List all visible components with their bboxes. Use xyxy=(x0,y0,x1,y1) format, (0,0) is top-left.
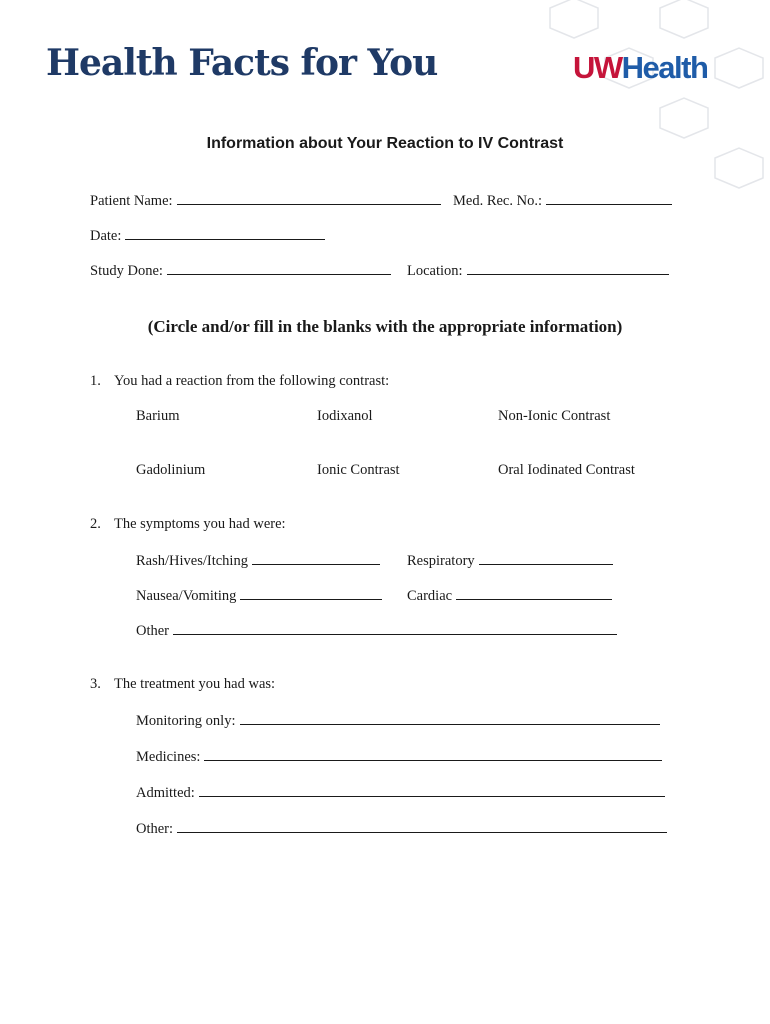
symptom-respiratory-blank[interactable] xyxy=(479,552,613,565)
question-3 xyxy=(90,676,275,693)
treatment-admitted-blank[interactable] xyxy=(199,784,665,797)
med-rec-field[interactable] xyxy=(453,192,672,210)
treatment-medicines-field[interactable] xyxy=(136,748,662,766)
hexagon-pattern-decoration xyxy=(440,0,770,210)
question-1 xyxy=(90,373,389,390)
treatment-monitoring-label: Monitoring only: xyxy=(136,713,236,729)
symptom-rash-blank[interactable] xyxy=(252,552,380,565)
date-label: Date: xyxy=(90,228,122,244)
logo-uw: UW xyxy=(573,50,622,85)
uw-health-logo xyxy=(573,50,707,86)
study-done-blank[interactable] xyxy=(167,262,391,275)
document-title: Information about Your Reaction to IV Contrast xyxy=(206,135,564,152)
location-blank[interactable] xyxy=(467,262,669,275)
contrast-option[interactable]: Iodixanol xyxy=(317,408,373,424)
contrast-option[interactable]: Gadolinium xyxy=(136,462,206,478)
contrast-option[interactable]: Ionic Contrast xyxy=(317,462,400,478)
symptom-rash-label: Rash/Hives/Itching xyxy=(136,553,248,569)
question-3-number: 3. xyxy=(90,676,101,692)
treatment-monitoring-blank[interactable] xyxy=(240,712,660,725)
logo-health: Health xyxy=(621,50,708,85)
question-1-text: You had a reaction from the following contrast: xyxy=(114,373,390,389)
symptom-cardiac-blank[interactable] xyxy=(456,587,612,600)
treatment-other-field[interactable] xyxy=(136,820,667,838)
symptom-other-field[interactable] xyxy=(136,622,617,640)
med-rec-label: Med. Rec. No.: xyxy=(453,193,542,209)
treatment-monitoring-field[interactable] xyxy=(136,712,660,730)
symptom-cardiac-field[interactable] xyxy=(407,587,612,605)
treatment-other-label: Other: xyxy=(136,821,174,837)
treatment-medicines-label: Medicines: xyxy=(136,749,201,765)
patient-name-blank[interactable] xyxy=(177,192,441,205)
treatment-admitted-field[interactable] xyxy=(136,784,665,802)
symptom-other-blank[interactable] xyxy=(173,622,617,635)
symptom-respiratory-label: Respiratory xyxy=(407,553,475,569)
treatment-admitted-label: Admitted: xyxy=(136,785,195,801)
symptom-nausea-field[interactable] xyxy=(136,587,382,605)
symptom-nausea-label: Nausea/Vomiting xyxy=(136,588,237,604)
question-2-text: The symptoms you had were: xyxy=(114,516,286,532)
symptom-cardiac-label: Cardiac xyxy=(407,588,453,604)
med-rec-blank[interactable] xyxy=(546,192,672,205)
date-blank[interactable] xyxy=(125,227,325,240)
treatment-medicines-blank[interactable] xyxy=(204,748,662,761)
contrast-option[interactable]: Non-Ionic Contrast xyxy=(498,408,611,424)
symptom-respiratory-field[interactable] xyxy=(407,552,613,570)
contrast-option[interactable]: Oral Iodinated Contrast xyxy=(498,462,635,478)
study-done-label: Study Done: xyxy=(90,263,163,279)
contrast-option[interactable]: Barium xyxy=(136,408,180,424)
location-field[interactable] xyxy=(407,262,669,280)
brand-title: Health Facts for You xyxy=(46,42,438,84)
question-3-text: The treatment you had was: xyxy=(114,676,276,692)
question-2-number: 2. xyxy=(90,516,101,532)
study-done-field[interactable] xyxy=(90,262,391,280)
symptom-other-label: Other xyxy=(136,623,170,639)
symptom-rash-field[interactable] xyxy=(136,552,380,570)
question-1-number: 1. xyxy=(90,373,101,389)
instructions: (Circle and/or fill in the blanks with the appropriate information) xyxy=(147,317,623,336)
patient-name-field[interactable] xyxy=(90,192,441,210)
date-field[interactable] xyxy=(90,227,325,245)
question-2 xyxy=(90,516,286,533)
patient-name-label: Patient Name: xyxy=(90,193,173,209)
symptom-nausea-blank[interactable] xyxy=(240,587,382,600)
treatment-other-blank[interactable] xyxy=(177,820,667,833)
location-label: Location: xyxy=(407,263,463,279)
